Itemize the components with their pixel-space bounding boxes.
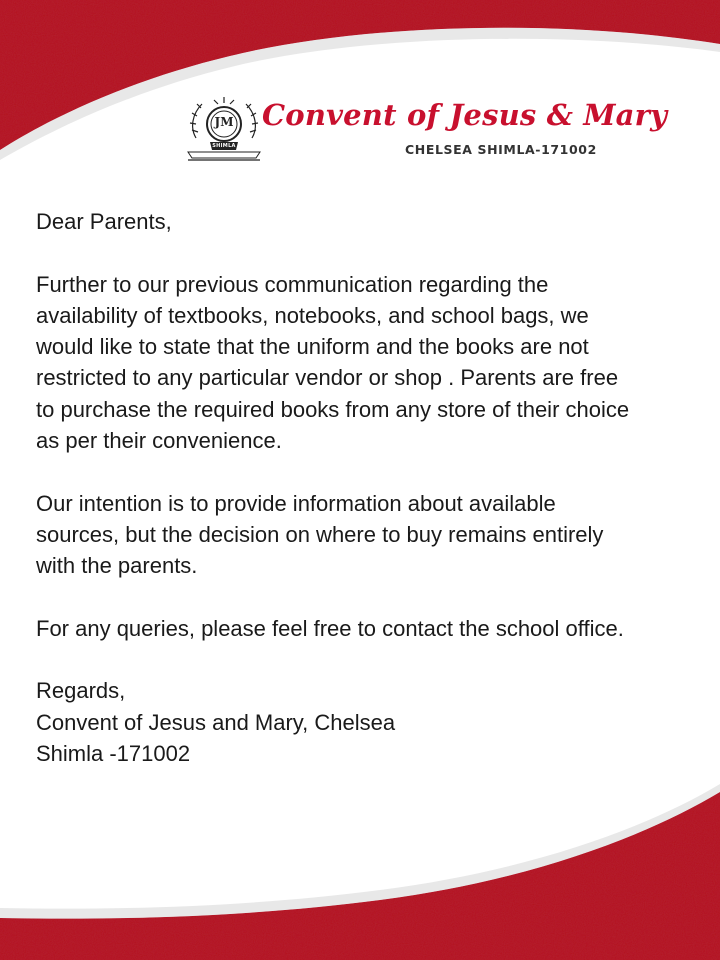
paragraph-1 [36,269,706,457]
closing: Regards, [36,678,126,704]
signature-line-1: Convent of Jesus and Mary, Chelsea [36,709,396,735]
letter-body [36,206,706,769]
paragraph-line: Our intention is to provide information about available [36,490,556,516]
paragraph-line: availability of textbooks, notebooks, and school bags, we [36,302,589,328]
school-address: CHELSEA SHIMLA-171002 [405,142,597,157]
crest-ribbon-text: SHIMLA [212,143,236,149]
paragraph-line: would like to state that the uniform and the books are not [36,334,589,360]
signature-line-2: Shimla -171002 [36,741,191,767]
crest-monogram: JM [214,115,234,129]
bottom-red-swoosh [0,792,720,960]
paragraph-line: with the parents. [36,553,198,579]
school-crest-icon [184,94,264,164]
paragraph-2 [36,488,706,582]
paragraph-line: restricted to any particular vendor or shop . Parents are free [36,365,619,391]
paragraph-line: as per their convenience. [36,428,282,454]
salutation: Dear Parents, [36,209,172,234]
signature-block [36,675,706,769]
school-name: Convent of Jesus & Mary [262,98,668,132]
paragraph-line: For any queries, please feel free to contact the school office. [36,615,624,641]
paragraph-3 [36,613,706,644]
paragraph-line: to purchase the required books from any store of their choice [36,396,630,422]
paragraph-line: sources, but the decision on where to buy remains entirely [36,521,604,547]
paragraph-line: Further to our previous communication regarding the [36,271,549,297]
